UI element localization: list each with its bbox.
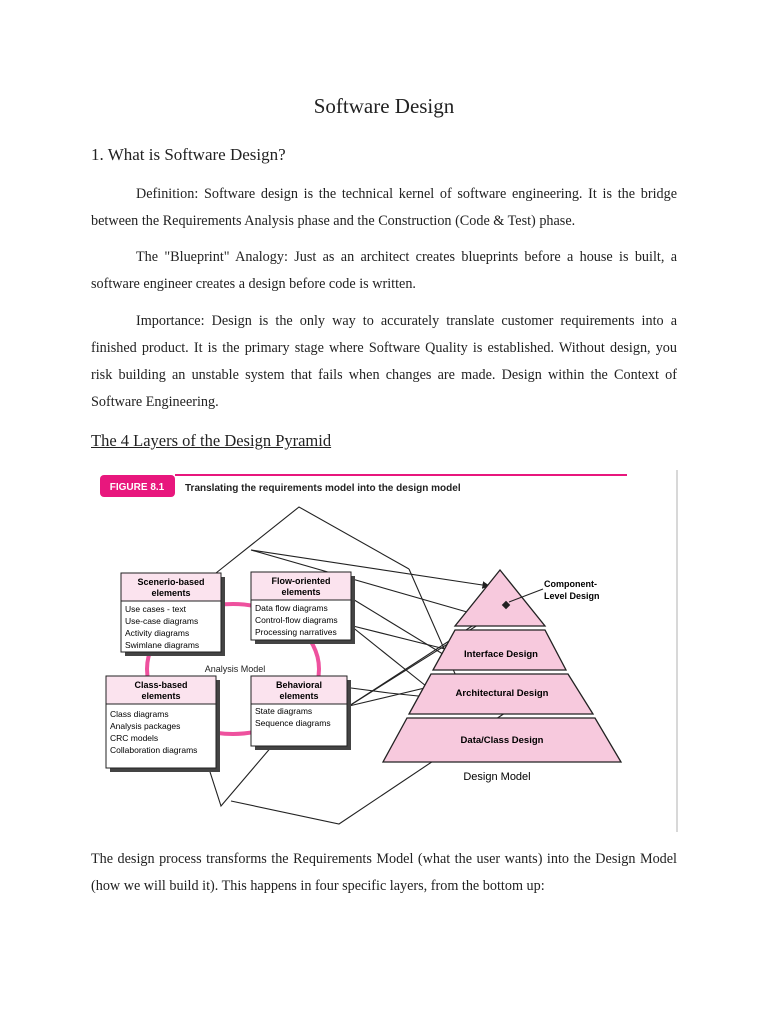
paragraph-blueprint: [91, 244, 677, 298]
paragraph-importance-text: Importance: Design is the only way to accurately translate customer requirements into a finished product. It is the primary stage where Software Quality is established. Without design, you risk building an unstable system that fails when changes are made. Design within the Context of Software Engineering.: [91, 313, 677, 410]
figure-diagram: [91, 466, 681, 834]
architectural-design-label: Architectural Design: [455, 688, 549, 699]
scenario-item: Use-case diagrams: [125, 616, 199, 626]
scenario-based-box: [121, 573, 225, 656]
paragraph-definition: [91, 181, 677, 235]
class-item: Analysis packages: [110, 721, 181, 731]
data-class-design-label: Data/Class Design: [460, 735, 544, 746]
class-item: Collaboration diagrams: [110, 745, 198, 755]
scenario-title-1: Scenerio-based: [137, 577, 205, 587]
figure-label: FIGURE 8.1: [109, 482, 165, 493]
design-pyramid: [383, 570, 621, 783]
section-heading-what-is-design: 1. What is Software Design?: [91, 145, 286, 164]
behavioral-item: State diagrams: [255, 706, 313, 716]
class-based-box: [106, 676, 220, 772]
design-model-label: Design Model: [463, 771, 531, 783]
flow-title-2: elements: [281, 587, 321, 597]
interface-design-label: Interface Design: [464, 649, 538, 660]
scenario-title-2: elements: [151, 588, 191, 598]
behavioral-title-1: Behavioral: [275, 680, 323, 690]
flow-title-1: Flow-oriented: [271, 576, 331, 586]
section-heading-design-pyramid: The 4 Layers of the Design Pyramid: [91, 431, 332, 450]
flow-item: Processing narratives: [255, 627, 337, 637]
component-label-1: Component-: [544, 579, 597, 589]
analysis-model-label: Analysis Model: [204, 664, 266, 674]
paragraph-blueprint-text: The "Blueprint" Analogy: Just as an architect creates blueprints before a house is built, a software engineer creates a design before code is written.: [91, 249, 677, 292]
design-pyramid-figure: [91, 466, 681, 834]
pyramid-tier-component: [455, 570, 545, 626]
flow-oriented-box: [251, 572, 355, 644]
paragraph-definition-text: Definition: Software design is the technical kernel of software engineering. It is the bridge between the Requirements Analysis phase and the Construction (Code & Test) phase.: [91, 186, 677, 229]
class-title-1: Class-based: [134, 680, 188, 690]
class-title-2: elements: [141, 691, 181, 701]
scenario-item: Activity diagrams: [125, 628, 190, 638]
figure-caption: Translating the requirements model into the design model: [185, 483, 461, 494]
class-item: Class diagrams: [110, 709, 169, 719]
component-label-2: Level Design: [544, 591, 600, 601]
behavioral-item: Sequence diagrams: [255, 718, 331, 728]
document-title: Software Design: [313, 94, 455, 118]
paragraph-design-process: The design process transforms the Requirements Model (what the user wants) into the Design Model (how we will build it). This happens in four specific layers, from the bottom up:: [91, 851, 677, 894]
behavioral-box: [251, 676, 351, 750]
paragraph-importance: [91, 308, 677, 416]
scenario-item: Use cases - text: [125, 604, 186, 614]
scenario-item: Swimlane diagrams: [125, 640, 200, 650]
flow-item: Control-flow diagrams: [255, 615, 338, 625]
behavioral-title-2: elements: [279, 691, 319, 701]
flow-item: Data flow diagrams: [255, 603, 328, 613]
class-item: CRC models: [110, 733, 159, 743]
